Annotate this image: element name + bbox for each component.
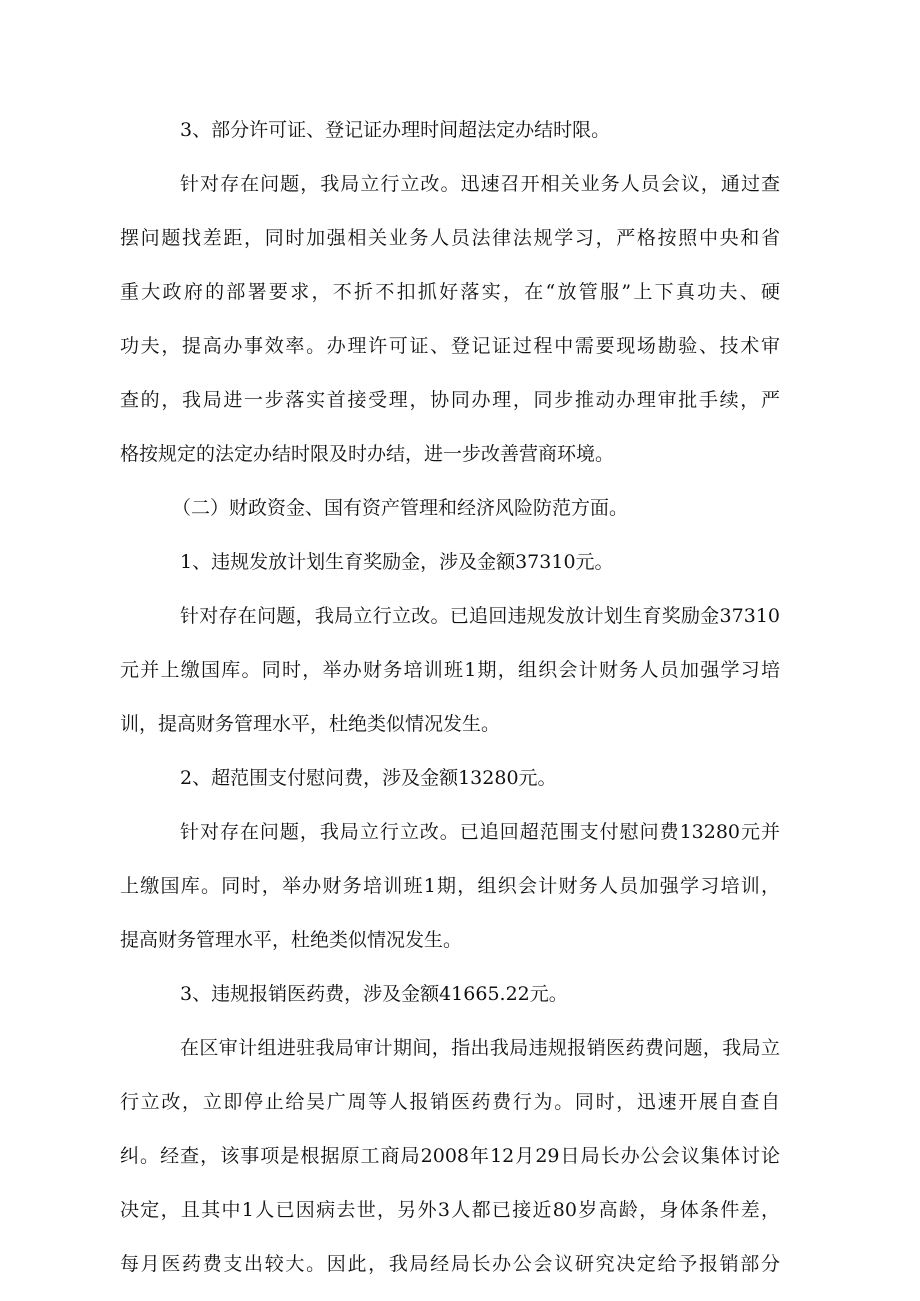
text-line: 摆问题找差距，同时加强相关业务人员法律法规学习，严格按照中央和省 <box>120 227 780 249</box>
text-line: 决定，且其中1人已因病去世，另外3人都已接近80岁高龄，身体条件差， <box>120 1199 780 1221</box>
text-line: 上缴国库。同时，举办财务培训班1期，组织会计财务人员加强学习培训， <box>120 875 780 897</box>
text-line: 重大政府的部署要求，不折不扣抓好落实，在“放管服”上下真功夫、硬 <box>120 281 780 303</box>
text-line: 3、部分许可证、登记证办理时间超法定办结时限。 <box>180 119 611 141</box>
text-line: 1、违规发放计划生育奖励金，涉及金额37310元。 <box>180 551 614 573</box>
text-line: 训，提高财务管理水平，杜绝类似情况发生。 <box>120 713 501 735</box>
text-line: 3、违规报销医药费，涉及金额41665.22元。 <box>180 983 568 1005</box>
text-line: 针对存在问题，我局立行立改。已追回超范围支付慰问费13280元并 <box>180 821 780 843</box>
text-line: 功夫，提高办事效率。办理许可证、登记证过程中需要现场勘验、技术审 <box>120 335 780 357</box>
text-line: 在区审计组进驻我局审计期间，指出我局违规报销医药费问题，我局立 <box>180 1037 780 1059</box>
text-line: 每月医药费支出较大。因此，我局经局长办公会议研究决定给予报销部分 <box>120 1253 780 1275</box>
text-line: 行立改，立即停止给吴广周等人报销医药费行为。同时，迅速开展自查自 <box>120 1091 780 1113</box>
text-line: （二）财政资金、国有资产管理和经济风险防范方面。 <box>172 497 629 519</box>
text-line: 查的，我局进一步落实首接受理，协同办理，同步推动办理审批手续，严 <box>120 389 780 411</box>
text-line: 2、超范围支付慰问费，涉及金额13280元。 <box>180 767 557 789</box>
text-line: 纠。经查，该事项是根据原工商局2008年12月29日局长办公会议集体讨论 <box>120 1145 780 1167</box>
text-line: 针对存在问题，我局立行立改。已追回违规发放计划生育奖励金37310 <box>180 605 780 627</box>
text-line: 针对存在问题，我局立行立改。迅速召开相关业务人员会议，通过查 <box>180 173 780 195</box>
text-line: 元并上缴国库。同时，举办财务培训班1期，组织会计财务人员加强学习培 <box>120 659 780 681</box>
text-line: 提高财务管理水平，杜绝类似情况发生。 <box>120 929 463 951</box>
text-line: 格按规定的法定办结时限及时办结，进一步改善营商环境。 <box>120 443 615 465</box>
